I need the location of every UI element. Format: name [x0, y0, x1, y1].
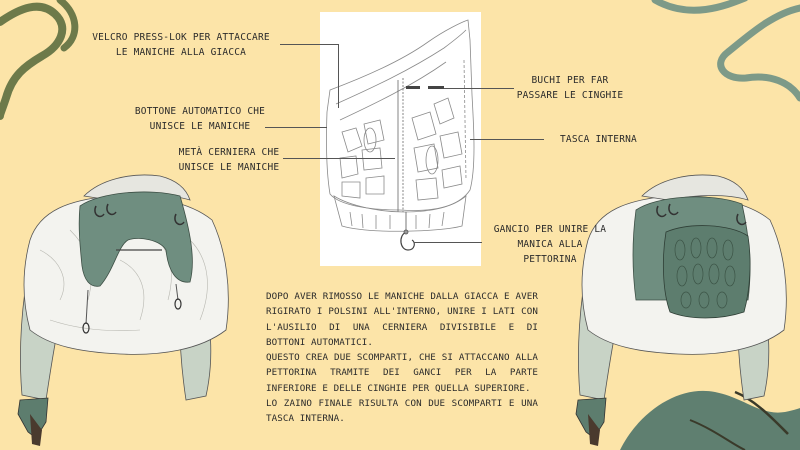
label-velcro: VELCRO PRESS-LOK PER ATTACCARE LE MANICHE ALLA GIACCA [92, 32, 270, 58]
cerniera-leader [283, 158, 395, 159]
label-cerniera: METÀ CERNIERA CHE UNISCE LE MANICHE [178, 147, 280, 173]
tasca-leader [470, 139, 544, 140]
description-text: DOPO AVER RIMOSSO LE MANICHE DALLA GIACCA E AVER RIGIRATO I POLSINI ALL'INTERNO, UNIRE I LATI CON L'AUSILIO DI UNA CERNIERA DIVISIBILE E DI BOTTONI AUTOMATICI. QUESTO CREA DUE SCOMPARTI, CHE SI ATTACCANO ALLA PETTORINA TRAMITE DEI GANCI PER LA PARTE INFERIORE E DELLE CINGHIE PER QUELLA SUPERIORE. LO ZAINO FINALE RISULTA CON DUE SCOMPARTI E UNA TASCA INTERNA. [266, 291, 538, 425]
label-tasca: TASCA INTERNA [560, 134, 637, 145]
velcro-leader-v [338, 44, 339, 108]
buchi-leader [444, 88, 514, 89]
velcro-leader-h [280, 44, 338, 45]
gancio-leader [414, 242, 482, 243]
label-bottone: BOTTONE AUTOMATICO CHE UNISCE LE MANICHE [134, 106, 266, 132]
label-buchi: BUCHI PER FAR PASSARE LE CINGHIE [516, 75, 624, 101]
label-gancio: GANCIO PER UNIRE LA MANICA ALLA PETTORINA [493, 224, 607, 265]
